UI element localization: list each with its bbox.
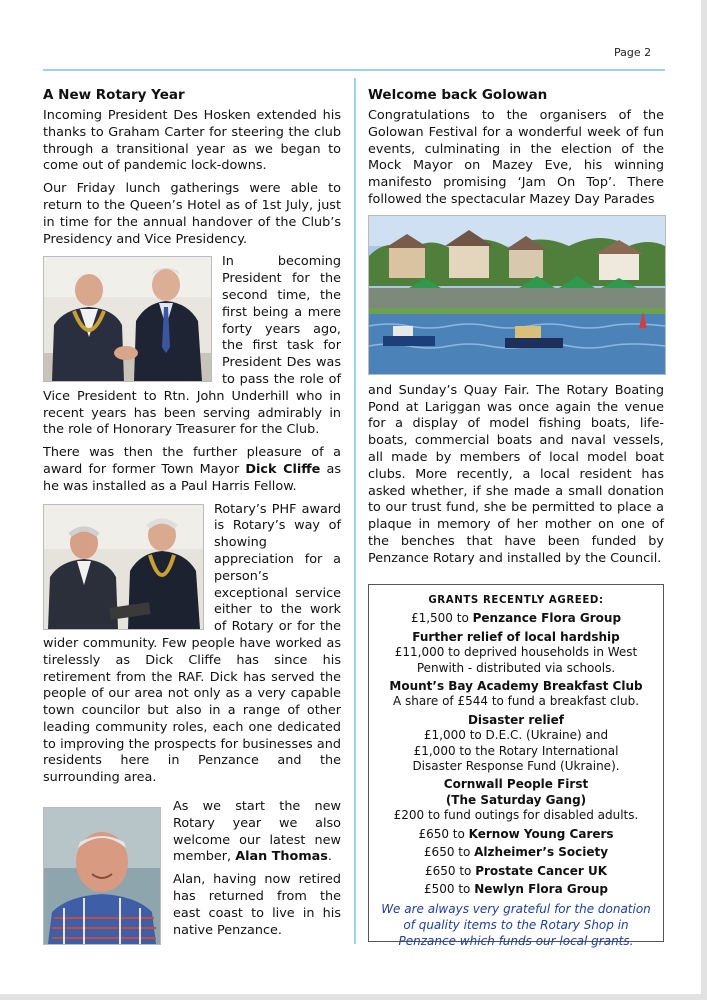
article-paragraph: There was then the further pleasure of a award for former Town Mayor Dick Cliffe as he was installed as a Paul Harris Fellow. <box>43 445 341 494</box>
article-paragraph: In becoming President for the second time, the first being a mere forty years ago, the first task for President Des was to pass the role of Vice President to Rtn. John Underhill who in recent years has been serving admirably in the role of Honorary Treasurer for the Club. <box>43 254 341 438</box>
page-number: Page 2 <box>614 46 652 59</box>
grant-item: £1,500 to Penzance Flora Group <box>410 611 622 626</box>
golowan-heading: Welcome back Golowan <box>368 87 548 103</box>
grant-item: £650 to Kernow Young Carers <box>418 826 614 841</box>
alan-thomas-name: Alan Thomas <box>235 849 328 865</box>
article-paragraph: Alan, having now retired has returned from the east coast to live in his native Penzance. <box>173 872 341 938</box>
rotary-year-heading: A New Rotary Year <box>43 87 185 103</box>
phf-award-photo <box>43 504 204 630</box>
grant-item: £500 to Newlyn Flora Group <box>423 881 609 896</box>
grant-item: Cornwall People First (The Saturday Gang) £200 to fund outings for disabled adults. <box>393 777 639 823</box>
presidents-handshake-photo <box>43 256 212 382</box>
grant-item: Further relief of local hardship £11,000 to deprived households in West Penwith - distributed via schools. <box>394 629 638 675</box>
page-edge-shadow <box>701 0 707 1000</box>
grants-box <box>368 584 664 949</box>
article-paragraph: Incoming President Des Hosken extended his thanks to Graham Carter for steering the club through a transitional year as we began to come out of pandemic lock-downs. <box>43 108 341 174</box>
top-rule <box>43 69 665 71</box>
alan-thomas-photo <box>43 807 161 945</box>
grant-item: Mount’s Bay Academy Breakfast Club A share of £544 to fund a breakfast club. <box>389 679 643 709</box>
grant-item: Disaster relief £1,000 to D.E.C. (Ukraine) and £1,000 to the Rotary International Disaster Response Fund (Ukraine). <box>412 712 620 774</box>
left-column <box>43 86 341 949</box>
dick-cliffe-name: Dick Cliffe <box>245 461 321 477</box>
boating-pond-photo <box>368 215 666 375</box>
grants-footer-note: We are always very grateful for the donation of quality items to the Rotary Shop in Penzance which funds our local grants. <box>381 902 651 949</box>
article-paragraph: Our Friday lunch gatherings were able to return to the Queen’s Hotel as of 1st July, just in time for the annual handover of the Club’s Presidency and Vice Presidency. <box>43 181 341 247</box>
article-paragraph: Rotary’s PHF award is Rotary’s way of showing appreciation for a person’s exceptional service either to the work of Rotary or for the wider community. Few people have worked as tirelessly as Dick Cliffe has since his retirement from the RAF. Dick has served the people of our area not only as a very capable town councilor but also in a range of other leading community roles, each one dedicated to improving the prospects for businesses and residents here in Penzance and the surrounding area. <box>43 501 341 786</box>
article-paragraph: As we start the new Rotary year we also welcome our latest new member, Alan Thomas. <box>173 799 341 865</box>
grants-title: GRANTS RECENTLY AGREED: <box>428 595 604 606</box>
grant-item: £650 to Prostate Cancer UK <box>424 863 608 878</box>
grant-item: £650 to Alzheimer’s Society <box>423 845 609 860</box>
column-divider <box>354 78 356 944</box>
article-paragraph: and Sunday’s Quay Fair. The Rotary Boating Pond at Lariggan was once again the venue for a display of model fishing boats, life-boats, commercial boats and naval vessels, all made by members of local model boat clubs. More recently, a local resident has asked whether, if she made a small donation to our trust fund, she be permitted to place a plaque in memory of her mother on one of the benches that have been funded by Penzance Rotary and installed by the Council. <box>368 382 664 566</box>
right-column <box>368 86 664 574</box>
article-paragraph: Congratulations to the organisers of the Golowan Festival for a wonderful week of fun events, culminating in the election of the Mock Mayor on Mazey Eve, his winning manifesto promising ‘Jam On Top’. There followed the spectacular Mazey Day Parades <box>368 108 664 207</box>
page-bottom-shadow <box>0 994 707 1000</box>
